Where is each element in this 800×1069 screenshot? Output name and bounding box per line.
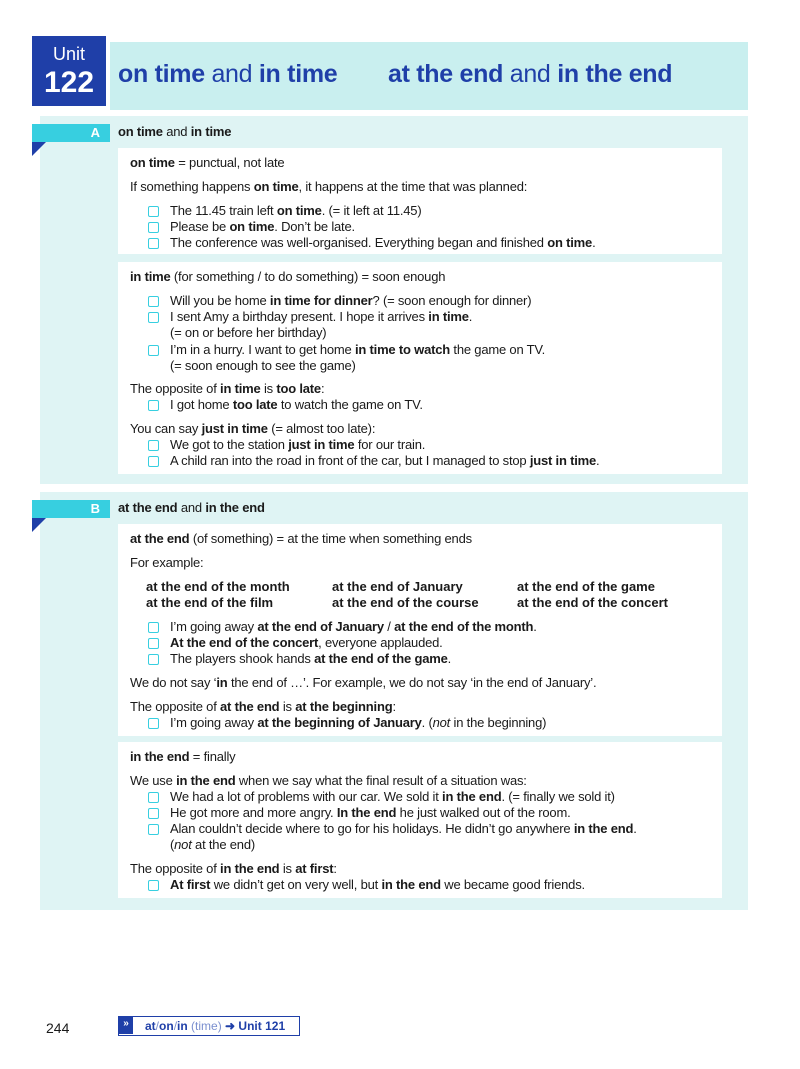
example-item: The conference was well-organised. Everything began and finished on time. [130,235,596,251]
example-item: I’m in a hurry. I want to get home in time to watch the game on TV. [130,342,545,358]
explanation-in-the-end: We use in the end when we say what the final result of a situation was: [130,773,527,788]
section-a-fold [32,142,46,156]
unit-number: 122 [43,66,95,99]
opposite-in-time: The opposite of in time is too late: [130,381,325,396]
cross-reference-link[interactable] [118,1016,300,1036]
for-example-label: For example: [130,555,204,570]
example-item: I sent Amy a birthday present. I hope it arrives in time. [130,309,472,325]
phrase-cell: at the end of the concert [517,595,668,610]
page-number: 244 [46,1020,70,1036]
section-b-panel-in-the-end [118,742,722,898]
example-item: We got to the station just in time for our train. [130,437,425,453]
example-item: Please be on time. Don’t be late. [130,219,355,235]
just-in-time-note: You can say just in time (= almost too late): [130,421,376,436]
example-note: (= on or before her birthday) [170,325,327,340]
explanation-on-time: If something happens on time, it happens at the time that was planned: [130,179,528,194]
section-b-tab: B [32,500,110,518]
example-note: (= soon enough to see the game) [170,358,356,373]
section-b-panel-at-the-end [118,524,722,736]
cross-reference-text[interactable]: at/on/in (time) ➜ Unit 121 [145,1019,286,1033]
section-a-panel-in-time [118,262,722,474]
phrase-cell: at the end of the course [332,595,479,610]
example-item: I’m going away at the end of January / at the end of the month. [130,619,537,635]
page-title-right: at the end and in the end [388,60,673,88]
section-b-heading: at the end and in the end [118,500,265,515]
example-item: He got more and more angry. In the end he just walked out of the room. [130,805,571,821]
phrase-cell: at the end of the film [146,595,274,610]
not-say-note: We do not say ‘in the end of …’. For example, we do not say ‘in the end of January’. [130,675,597,690]
example-item: Will you be home in time for dinner? (= soon enough for dinner) [130,293,531,309]
definition-in-time: in time (for something / to do something) = soon enough [130,269,446,284]
opposite-at-the-end: The opposite of at the end is at the beginning: [130,699,396,714]
example-item: The 11.45 train left on time. (= it left at 11.45) [130,203,421,219]
definition-in-the-end: in the end = finally [130,749,236,764]
definition-on-time: on time = punctual, not late [130,155,285,170]
page-title-left: on time and in time [118,60,338,88]
example-note: (not at the end) [170,837,255,852]
opposite-in-the-end: The opposite of in the end is at first: [130,861,337,876]
phrase-cell: at the end of the game [517,579,655,594]
example-item: A child ran into the road in front of the car, but I managed to stop just in time. [130,453,599,469]
example-item: At first we didn’t get on very well, but in the end we became good friends. [130,877,585,893]
example-item: I got home too late to watch the game on TV. [130,397,423,413]
example-item: We had a lot of problems with our car. We sold it in the end. (= finally we sold it) [130,789,615,805]
section-b-fold [32,518,46,532]
unit-label: Unit [52,44,85,64]
definition-at-the-end: at the end (of something) = at the time when something ends [130,531,472,546]
section-a-tab: A [32,124,110,142]
example-item: At the end of the concert, everyone applauded. [130,635,443,651]
unit-badge [32,36,106,106]
example-item: Alan couldn’t decide where to go for his holidays. He didn’t go anywhere in the end. [130,821,637,837]
phrase-cell: at the end of the month [146,579,290,594]
section-a-panel-on-time [118,148,722,254]
example-item: The players shook hands at the end of the game. [130,651,451,667]
double-chevron-icon: » [119,1017,133,1034]
phrase-cell: at the end of January [332,579,463,594]
section-a-heading: on time and in time [118,124,232,139]
example-item: I’m going away at the beginning of January. (not in the beginning) [130,715,546,731]
